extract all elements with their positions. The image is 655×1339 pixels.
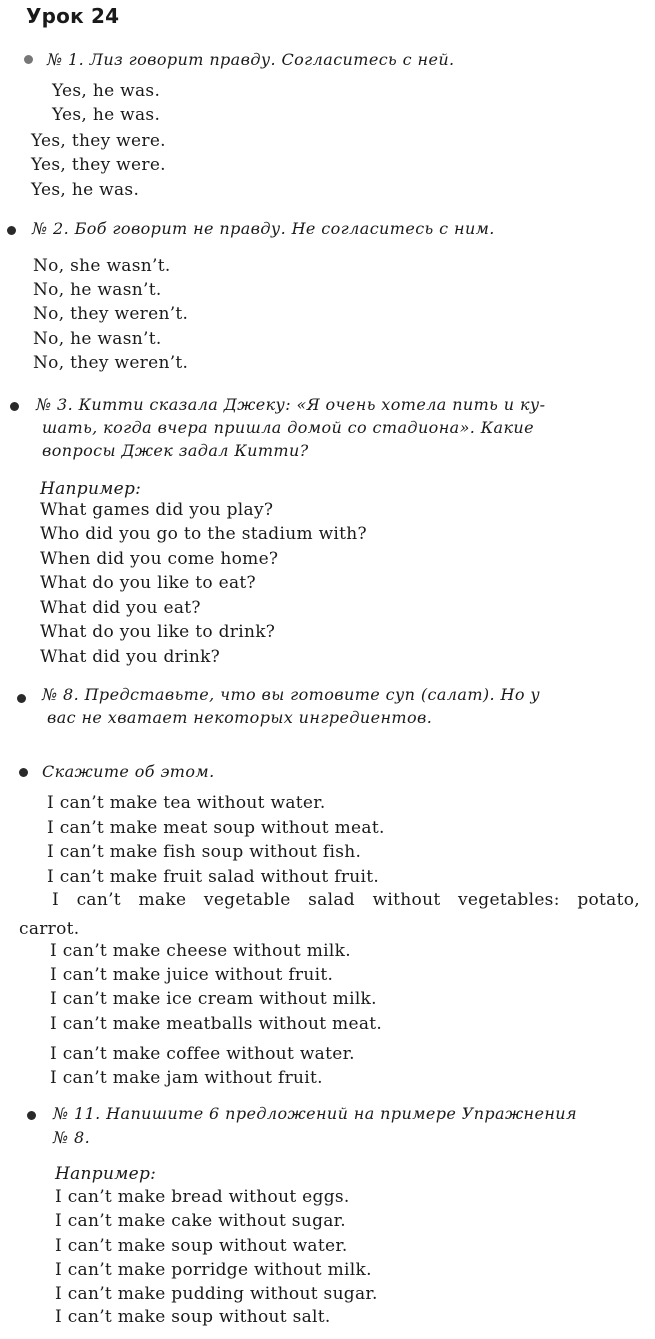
bullet-icon — [7, 226, 16, 235]
word: can’t — [76, 890, 121, 910]
bullet-icon — [27, 1111, 36, 1120]
answer-line: When did you come home? — [40, 549, 279, 569]
answer-line-justified — [52, 890, 640, 910]
exercise-heading: № 3. Китти сказала Джеку: «Я очень хотела пить и ку- — [36, 395, 546, 414]
word: salad — [308, 890, 355, 910]
word: vegetable — [203, 890, 291, 910]
answer-line: I can’t make cheese without milk. — [50, 941, 351, 961]
answer-line: I can’t make ice cream without milk. — [50, 989, 377, 1009]
exercise-heading: № 8. — [53, 1128, 91, 1147]
answer-line: Yes, he was. — [31, 180, 140, 200]
answer-line: No, they weren’t. — [33, 353, 189, 373]
bullet-icon — [17, 694, 26, 703]
answer-line: I can’t make tea without water. — [47, 793, 326, 813]
exercise-heading: вас не хватает некоторых ингредиентов. — [47, 708, 433, 727]
exercise-heading: № 2. Боб говорит не правду. Не согласитесь с ним. — [32, 219, 495, 238]
answer-line: I can’t make bread without eggs. — [55, 1187, 350, 1207]
answer-line: I can’t make fish soup without fish. — [47, 842, 362, 862]
answer-line: No, she wasn’t. — [33, 256, 171, 276]
answer-line: I can’t make porridge without milk. — [55, 1260, 372, 1280]
answer-line: I can’t make soup without salt. — [55, 1307, 331, 1327]
answer-line: I can’t make fruit salad without fruit. — [47, 867, 380, 887]
word: I — [52, 890, 60, 910]
answer-line: Yes, they were. — [31, 131, 166, 151]
answer-line: I can’t make cake without sugar. — [55, 1211, 346, 1231]
exercise-heading: шать, когда вчера пришла домой со стадиона». Какие — [42, 418, 534, 437]
answer-line-continuation: carrot. — [19, 919, 80, 939]
exercise-heading: № 11. Напишите 6 предложений на примере Упражнения — [53, 1104, 578, 1123]
answer-line: Yes, they were. — [31, 155, 166, 175]
answer-line: What do you like to eat? — [40, 573, 256, 593]
exercise-heading: Скажите об этом. — [42, 762, 215, 781]
answer-line: What do you like to drink? — [40, 622, 276, 642]
answer-line: What games did you play? — [40, 500, 274, 520]
answer-line: I can’t make soup without water. — [55, 1236, 348, 1256]
answer-line: Who did you go to the stadium with? — [40, 524, 367, 544]
answer-line: Yes, he was. — [52, 105, 161, 125]
word: potato, — [577, 890, 640, 910]
example-label: Например: — [55, 1164, 157, 1184]
exercise-heading: № 8. Представьте, что вы готовите суп (салат). Но у — [42, 685, 541, 704]
exercise-heading: вопросы Джек задал Китти? — [42, 441, 309, 460]
answer-line: I can’t make coffee without water. — [50, 1044, 355, 1064]
answer-line: I can’t make meatballs without meat. — [50, 1014, 383, 1034]
word: without — [372, 890, 441, 910]
word: make — [138, 890, 187, 910]
answer-line: What did you drink? — [40, 647, 221, 667]
bullet-icon — [19, 768, 28, 777]
answer-line: What did you eat? — [40, 598, 201, 618]
page-title: Урок 24 — [26, 4, 120, 28]
bullet-icon — [10, 402, 19, 411]
answer-line: Yes, he was. — [52, 81, 161, 101]
answer-line: No, he wasn’t. — [33, 280, 162, 300]
word: vegetables: — [458, 890, 560, 910]
bullet-icon — [24, 55, 33, 64]
answer-line: I can’t make pudding without sugar. — [55, 1284, 378, 1304]
answer-line: I can’t make juice without fruit. — [50, 965, 334, 985]
answer-line: I can’t make jam without fruit. — [50, 1068, 323, 1088]
answer-line: I can’t make meat soup without meat. — [47, 818, 385, 838]
exercise-heading: № 1. Лиз говорит правду. Согласитесь с ней. — [47, 50, 455, 69]
example-label: Например: — [40, 479, 142, 499]
answer-line: No, he wasn’t. — [33, 329, 162, 349]
answer-line: No, they weren’t. — [33, 304, 189, 324]
